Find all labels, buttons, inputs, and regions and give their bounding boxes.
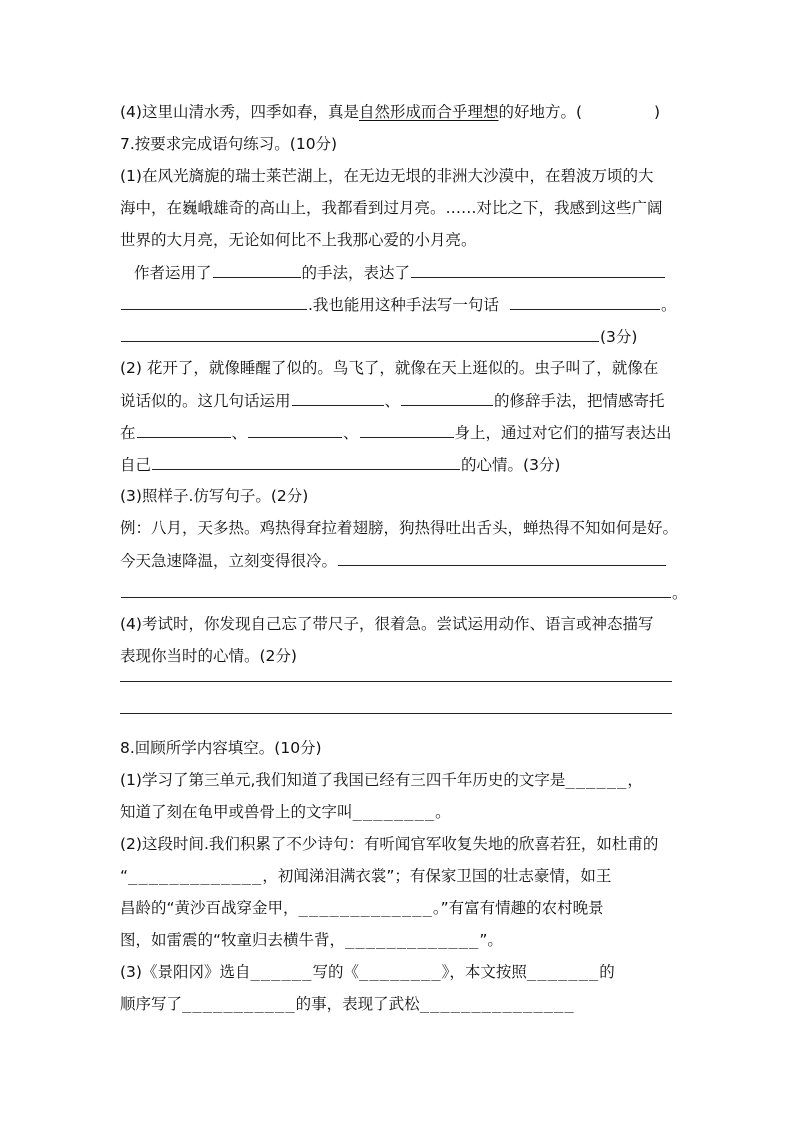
q6-item-4	[120, 102, 660, 122]
q8-1-line1	[120, 770, 644, 790]
answer-blank-imitation[interactable]	[338, 550, 666, 566]
q7-1-q-text-a: 作者运用了	[134, 264, 212, 282]
q6-4-underlined-phrase: 自然形成而合乎理想	[358, 103, 499, 121]
q7-1-question	[134, 262, 666, 283]
q8-3-line1	[120, 962, 615, 982]
q7-2-comma: 、	[384, 392, 401, 410]
answer-blank-expressed-cont[interactable]	[121, 294, 307, 310]
q8-1-period: 。	[435, 803, 451, 821]
q6-4-close-paren: )	[654, 103, 661, 121]
answer-blank-mood[interactable]	[152, 454, 460, 470]
answer-blank-wusong-trait[interactable]: _______________	[419, 995, 575, 1013]
answer-line-1[interactable]	[120, 681, 672, 682]
q7-3-prompt-line	[120, 550, 667, 571]
q8-3-text-c: 写的《	[312, 963, 359, 981]
q8-2-close-quote: ”。	[479, 931, 503, 949]
q7-3-period: 。	[672, 584, 688, 602]
answer-blank-leizhen[interactable]: _____________	[345, 931, 480, 949]
q7-3-prompt: 今天急速降温，立刻变得很冷。	[120, 552, 338, 570]
q8-2-text-rural: 。”有富有情趣的农村晚景	[432, 899, 604, 917]
q8-3-text-h: 顺序写了	[120, 995, 183, 1013]
q7-2-text-ziji: 自己	[120, 456, 152, 474]
q7-1-question-cont	[120, 294, 676, 315]
q8-2-text-wangchangling: 昌龄的“黄沙百战穿金甲，	[120, 899, 299, 917]
q7-3-example: 例：八月，天多热。鸡热得耷拉着翅膀，狗热得吐出舌头，蝉热得不知如何是好。	[120, 519, 679, 537]
q7-4-line1: (4)考试时，你发现自己忘了带尺子，很着急。尝试运用动作、语言或神态描写	[120, 615, 654, 633]
q8-3-text-g: 的	[599, 963, 615, 981]
q7-2-comma-1: 、	[231, 424, 248, 442]
q7-1-q-period: 。	[660, 296, 677, 314]
q7-1-line3: 世界的大月亮，无论如何比不上我那心爱的小月亮。	[120, 231, 477, 249]
q7-1-q-text-b: 的手法，表达了	[301, 264, 411, 282]
q7-1-q-text-c: .我也能用这种手法写一句话	[308, 296, 499, 314]
q7-4-line2: 表现你当时的心情。(2分)	[120, 647, 297, 665]
q7-3-title: (3)照样子.仿写句子。(2分)	[120, 487, 309, 505]
q7-2-comma-2: 、	[343, 424, 359, 442]
q8-3-text-wusong: 的事，表现了武松	[295, 995, 420, 1013]
q8-2-line1: (2)这段时间.我们积累了不少诗句：有听闻官军收复失地的欣喜若狂，如杜甫的	[120, 835, 659, 853]
q8-3-text-e: 》，本文按照	[441, 963, 527, 981]
answer-blank-rhetoric-1[interactable]	[292, 390, 384, 406]
q8-title: 8.回顾所学内容填空。(10分)	[120, 739, 322, 757]
q8-3-line2	[120, 994, 575, 1014]
q7-2-text-zai: 在	[120, 424, 136, 442]
answer-blank-object-3[interactable]	[360, 422, 454, 438]
q7-1-score: (3分)	[600, 328, 638, 346]
q7-2-line3	[120, 422, 672, 443]
answer-blank-expressed[interactable]	[411, 262, 665, 278]
answer-blank-script[interactable]: ______，	[565, 771, 644, 789]
answer-blank-book[interactable]: ________	[358, 963, 442, 981]
q7-2-text-c: 的修辞手法，把情感寄托	[494, 392, 665, 410]
answer-blank-rhetoric-2[interactable]	[401, 390, 493, 406]
answer-blank-wangchangling[interactable]: _____________	[298, 899, 433, 917]
q7-2-line4	[120, 454, 560, 475]
answer-blank-own-sentence-cont[interactable]	[121, 326, 599, 342]
answer-blank-dufu[interactable]: _____________	[128, 867, 263, 885]
q8-2-line3	[120, 898, 604, 918]
q8-2-line4	[120, 930, 503, 950]
answer-blank-author[interactable]: ______	[250, 963, 313, 981]
q6-4-text: (4)这里山清水秀，四季如春，真是	[120, 103, 359, 121]
q8-1-text-a: (1)学习了第三单元,我们知道了我国已经有三四千年历史的文字是	[120, 771, 566, 789]
q7-1-sentence-line	[120, 326, 637, 347]
q7-2-line2	[120, 390, 665, 411]
q7-2-line1: (2) 花开了，就像睡醒了似的。鸟飞了，就像在天上逛似的。虫子叫了，就像在	[120, 359, 659, 377]
q8-1-text-b: 知道了刻在龟甲或兽骨上的文字叫	[120, 803, 353, 821]
answer-blank-object-1[interactable]	[137, 422, 231, 438]
q7-title: 7.按要求完成语句练习。(10分)	[120, 135, 338, 153]
q8-3-text-a: (3)《景阳冈》选自	[120, 963, 251, 981]
answer-blank-own-sentence[interactable]	[510, 294, 660, 310]
q7-3-cont-line	[120, 582, 688, 603]
q7-2-text-end: 的心情。(3分)	[461, 456, 561, 474]
q7-2-text-a: 说话似的。这几句话运用	[120, 392, 291, 410]
answer-blank-oracle[interactable]: ________	[352, 803, 436, 821]
q6-4-text-post: 的好地方。(	[498, 103, 583, 121]
q8-2-text-c: ，初闻涕泪满衣裳”；有保家卫国的壮志豪情，如王	[262, 867, 612, 885]
answer-blank-imitation-cont[interactable]	[121, 582, 671, 598]
q8-2-text-leizhen: 图，如雷震的“牧童归去横牛背，	[120, 931, 346, 949]
answer-blank-order[interactable]: _______	[526, 963, 600, 981]
answer-blank-event[interactable]: ___________	[182, 995, 296, 1013]
q8-2-line2	[120, 866, 611, 886]
answer-blank-technique[interactable]	[213, 262, 301, 278]
q7-1-line2: 海中，在巍峨雄奇的高山上，我都看到过月亮。……对比之下，我感到这些广阔	[120, 199, 663, 217]
answer-line-2[interactable]	[120, 713, 672, 714]
q8-2-open-quote: “	[120, 867, 129, 885]
q7-1-line1: (1)在风光旖旎的瑞士莱芒湖上，在无边无垠的非洲大沙漠中，在碧波万顷的大	[120, 167, 654, 185]
q8-1-line2	[120, 802, 451, 822]
q7-2-text-d: 身上，通过对它们的描写表达出	[454, 424, 672, 442]
answer-blank-object-2[interactable]	[248, 422, 342, 438]
